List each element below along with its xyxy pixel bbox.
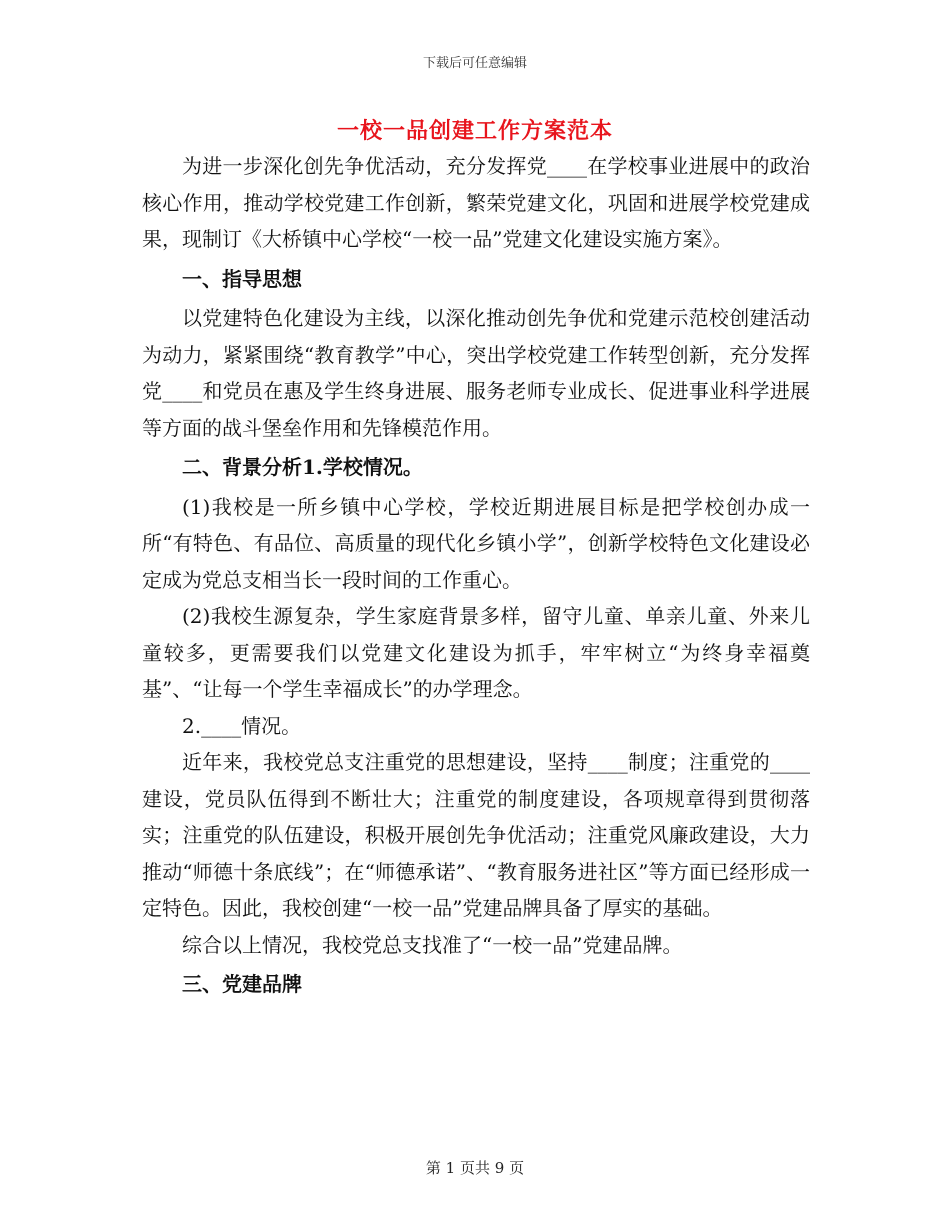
document-body [142,148,810,1006]
paragraph-summary: 综合以上情况，我校党总支找准了“一校一品”党建品牌。 [182,932,683,957]
document-title: 一校一品创建工作方案范本 [336,118,613,144]
paragraph-situation-label: 2.____情况。 [182,713,302,738]
section-heading-guiding-thought: 一、指导思想 [182,266,302,291]
header-note: 下载后可任意编辑 [422,56,527,71]
paragraph-guiding-thought: 以党建特色化建设为主线，以深化推动创先争优和党建示范校创建活动为动力，紧紧围绕“教育教学”中心，突出学校党建工作转型创新，充分发挥党____和党员在惠及学生终身进展、服务老师专业成长、促进事业科学进展等方面的战斗堡垒作用和先锋模范作用。 [142,306,810,440]
paragraph-situation: 近年来，我校党总支注重党的思想建设，坚持____制度；注重党的____建设，党员队伍得到不断壮大；注重党的制度建设，各项规章得到贯彻落实；注重党的队伍建设，积极开展创先争优活动；注重党风廉政建设，大力推动“师德十条底线”；在“师德承诺”、“教育服务进社区”等方面已经形成一定特色。因此，我校创建“一校一品”党建品牌具备了厚实的基础。 [142,750,810,920]
paragraph-background-1: (1)我校是一所乡镇中心学校，学校近期进展目标是把学校创办成一所“有特色、有品位、高质量的现代化乡镇小学”，创新学校特色文化建设必定成为党总支相当长一段时间的工作重心。 [142,494,810,592]
paragraph-background-2: (2)我校生源复杂，学生家庭背景多样，留守儿童、单亲儿童、外来儿童较多，更需要我们以党建文化建设为抓手，牢牢树立“为终身幸福奠基”、“让每一个学生幸福成长”的办学理念。 [142,604,810,701]
section-heading-brand: 三、党建品牌 [182,972,302,996]
paragraph-intro: 为进一步深化创先争优活动，充分发挥党____在学校事业进展中的政治核心作用，推动学校党建工作创新，繁荣党建文化，巩固和进展学校党建成果，现制订《大桥镇中心学校“一校一品”党建文化建设实施方案》。 [142,154,810,251]
section-heading-background: 二、背景分析1.学校情况。 [182,455,423,479]
page-number: 第 1 页共 9 页 [425,1159,525,1177]
